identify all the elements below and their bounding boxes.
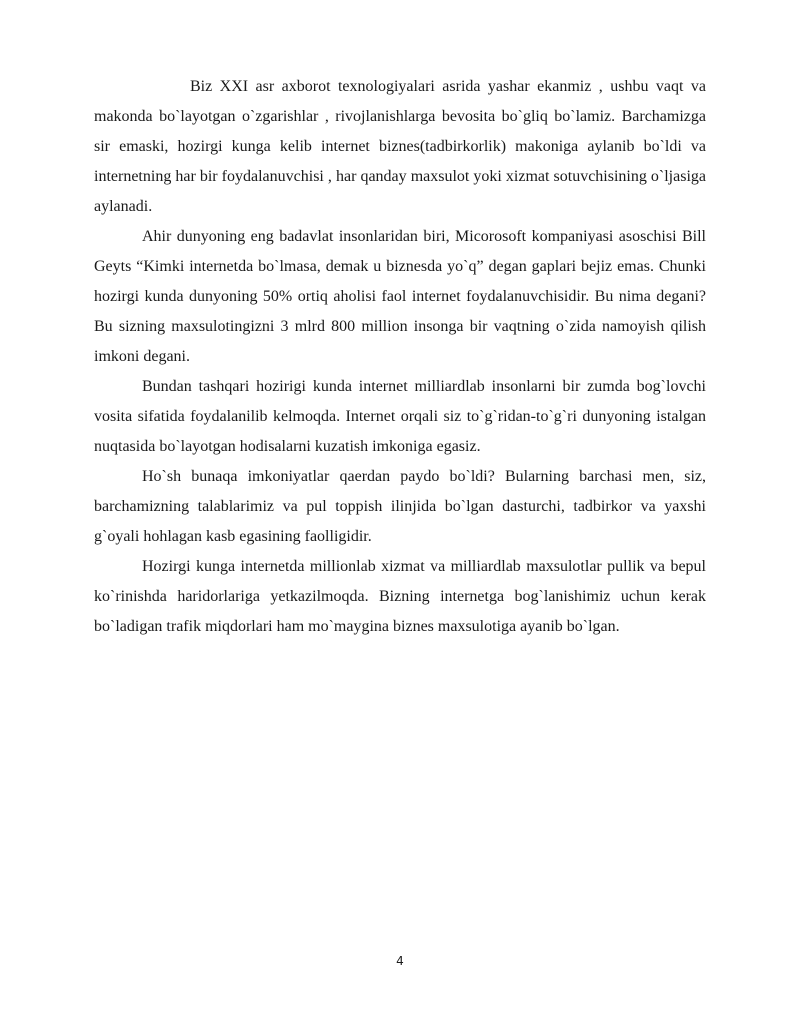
paragraph-1: Biz XXI asr axborot texnologiyalari asrida yashar ekanmiz , ushbu vaqt va makonda bo`layotgan o`zgarishlar , rivojlanishlarga bevosita bo`gliq bo`lamiz. Barchamizga sir emaski, hozirgi kunga kelib internet biznes(tadbirkorlik) makoniga aylanib bo`ldi va internetning har bir foydalanuvchisi , har qanday maxsulot yoki xizmat sotuvchisining o`ljasiga aylanadi. xyxy=(94,78,706,215)
document-body xyxy=(94,72,706,642)
paragraph-3: Bundan tashqari hozirigi kunda internet milliardlab insonlarni bir zumda bog`lovchi vosita sifatida foydalanilib kelmoqda. Internet orqali siz to`g`ridan-to`g`ri dunyoning istalgan nuqtasida bo`layotgan hodisalarni kuzatish imkoniga egasiz. xyxy=(94,378,706,455)
page-number: 4 xyxy=(396,954,404,968)
paragraph-4: Ho`sh bunaqa imkoniyatlar qaerdan paydo bo`ldi? Bularning barchasi men, siz, barchamizning talablarimiz va pul toppish ilinjida bo`lgan dasturchi, tadbirkor va yaxshi g`oyali hohlagan kasb egasining faolligidir. xyxy=(94,468,706,545)
paragraph-5: Hozirgi kunga internetda millionlab xizmat va milliardlab maxsulotlar pullik va bepul ko`rinishda haridorlariga yetkazilmoqda. Bizning internetga bog`lanishimiz uchun kerak bo`ladigan trafik miqdorlari ham mo`maygina biznes maxsulotiga ayanib bo`lgan. xyxy=(94,558,706,635)
paragraph-2: Ahir dunyoning eng badavlat insonlaridan biri, Micorosoft kompaniyasi asoschisi Bill Geyts “Kimki internetda bo`lmasa, demak u biznesda yo`q” degan gaplari bejiz emas. Chunki hozirgi kunda dunyoning 50% ortiq aholisi faol internet foydalanuvchisidir. Bu nima degani? Bu sizning maxsulotingizni 3 mlrd 800 million insonga bir vaqtning o`zida namoyish qilish imkoni degani. xyxy=(94,228,706,365)
